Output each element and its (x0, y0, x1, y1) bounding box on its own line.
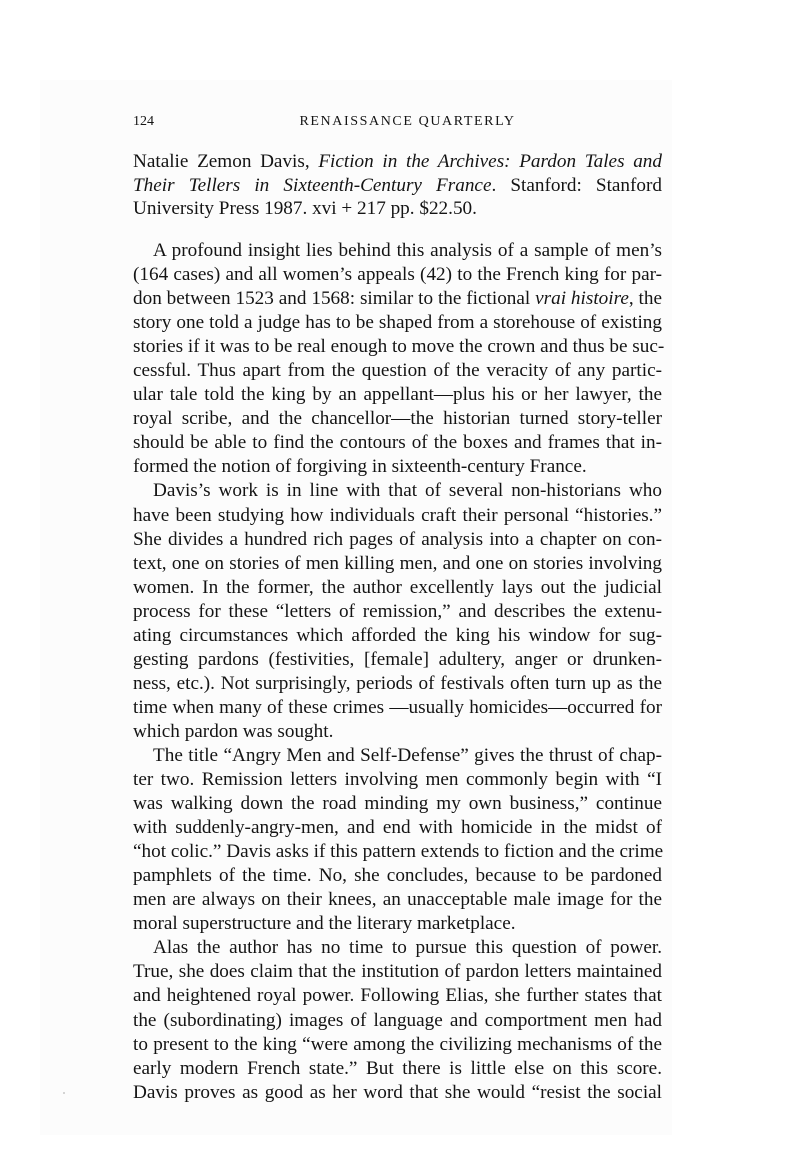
text-line (133, 287, 662, 311)
running-head (133, 114, 662, 134)
text-line: ating circumstances which afforded the king his window for sug- (133, 624, 662, 646)
text-line: The title “Angry Men and Self-Defense” gives the thrust of chap- (153, 744, 662, 766)
text-line: which pardon was sought. (133, 720, 334, 742)
text-line: formed the notion of forgiving in sixteenth-century France. (133, 456, 587, 478)
text-line: should be able to find the contours of the boxes and frames that in- (133, 432, 662, 454)
text-segment: , the (628, 288, 662, 310)
text-line: royal scribe, and the chancellor—the historian turned story-teller (133, 408, 662, 430)
text-line: Davis proves as good as her word that she would “resist the social (133, 1081, 662, 1103)
text-line: ness, etc.). Not surprisingly, periods of festivals often turn up as the (133, 672, 662, 694)
text-line: early modern French state.” But there is little else on this score. (133, 1057, 662, 1079)
text-line: She divides a hundred rich pages of analysis into a chapter on con- (133, 528, 662, 550)
text-line: men are always on their knees, an unacceptable male image for the (133, 889, 662, 911)
text-line: stories if it was to be real enough to move the crown and thus be suc- (133, 336, 665, 358)
text-line: cessful. Thus apart from the question of the veracity of any partic- (133, 360, 662, 382)
scan-speck (63, 1092, 65, 1094)
italic-term: vrai histoire (535, 288, 629, 310)
citation-book-title: Fiction in the Archives: Pardon Tales and Their Tellers in Sixteenth-Century France (133, 151, 662, 196)
text-line: story one told a judge has to be shaped from a storehouse of existing (133, 312, 662, 334)
text-segment: don between 1523 and 1568: similar to the fictional (133, 288, 536, 310)
text-line: to present to the king “were among the civilizing mechanisms of the (133, 1033, 662, 1055)
text-line: ter two. Remission letters involving men commonly begin with “I (133, 769, 662, 791)
text-line: Davis’s work is in line with that of several non-historians who (153, 480, 662, 502)
text-line: was walking down the road minding my own business,” continue (133, 793, 662, 815)
citation-author: Natalie Zemon Davis, (133, 151, 319, 172)
citation-publication: . Stanford: Stanford University Press 1987. xvi + 217 pp. $22.50. (133, 174, 662, 219)
text-line: women. In the former, the author excellently lays out the judicial (133, 576, 662, 598)
text-line: (164 cases) and all women’s appeals (42) to the French king for par- (133, 264, 662, 286)
text-line: gesting pardons (festivities, [female] adultery, anger or drunken- (133, 648, 662, 670)
text-line: pamphlets of the time. No, she concludes, because to be pardoned (133, 865, 662, 887)
text-line: “hot colic.” Davis asks if this pattern extends to fiction and the crime (133, 841, 664, 863)
text-line: process for these “letters of remission,” and describes the extenu- (133, 600, 662, 622)
text-line: text, one on stories of men killing men, and one on stories involving (133, 552, 662, 574)
page-number: 124 (133, 114, 154, 129)
review-body (133, 239, 665, 1105)
text-line: and heightened royal power. Following Elias, she further states that (133, 985, 662, 1007)
text-line: A profound insight lies behind this analysis of a sample of men’s (153, 240, 662, 261)
text-line: moral superstructure and the literary marketplace. (133, 913, 516, 935)
book-citation (133, 150, 662, 221)
text-line: time when many of these crimes —usually homicides—occurred for (133, 696, 662, 718)
text-line: Alas the author has no time to pursue this question of power. (153, 937, 662, 959)
text-line: the (subordinating) images of language and comportment men had (133, 1009, 662, 1031)
text-line: True, she does claim that the institution of pardon letters maintained (133, 961, 662, 983)
journal-title: RENAISSANCE QUARTERLY (299, 114, 516, 129)
text-line: ular tale told the king by an appellant—plus his or her lawyer, the (133, 384, 662, 406)
text-line: with suddenly-angry-men, and end with homicide in the midst of (133, 817, 662, 839)
text-line: have been studying how individuals craft their personal “histories.” (133, 504, 662, 526)
